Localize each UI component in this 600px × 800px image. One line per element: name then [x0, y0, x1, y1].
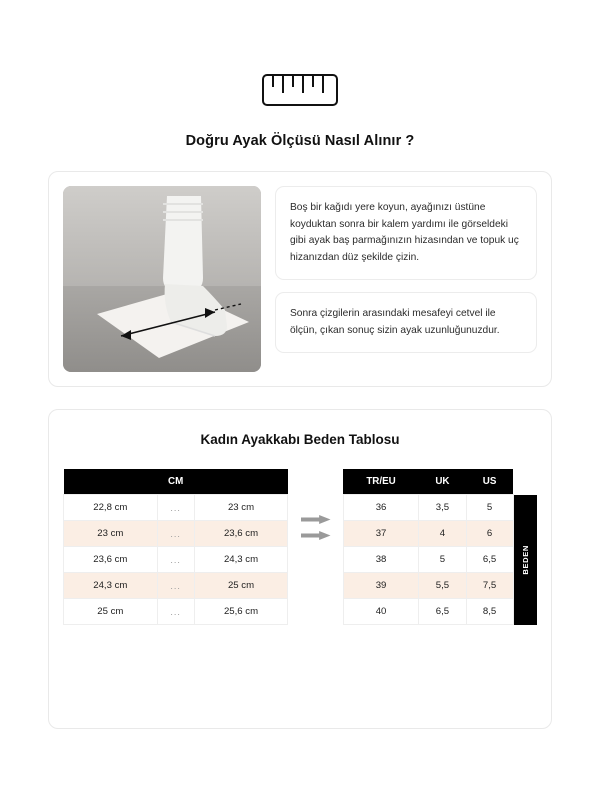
size-table-header-row: [343, 469, 513, 495]
cm-min: 23,6 cm: [64, 547, 158, 573]
cm-max: 25 cm: [194, 573, 288, 599]
foot-measure-photo: [63, 186, 261, 372]
table-row: [343, 547, 513, 573]
size-tables: [63, 469, 537, 625]
table-row: [64, 495, 288, 521]
table-row: [64, 573, 288, 599]
size-uk: 3,5: [419, 495, 466, 521]
size-us: 6,5: [466, 547, 513, 573]
size-treu: 36: [343, 495, 419, 521]
size-us: 5: [466, 495, 513, 521]
size-table-title: Kadın Ayakkabı Beden Tablosu: [200, 432, 400, 447]
cm-table-body: [64, 495, 288, 625]
cm-sep: ...: [157, 599, 194, 625]
size-conversion-table: [343, 469, 514, 625]
table-row: [64, 521, 288, 547]
size-treu: 37: [343, 521, 419, 547]
page-title: Doğru Ayak Ölçüsü Nasıl Alınır ?: [185, 133, 415, 149]
size-table-header-treu: TR/EU: [343, 469, 419, 495]
cm-sep: ...: [157, 547, 194, 573]
instruction-paragraph-1: Boş bir kağıdı yere koyun, ayağınızı üstüne koyduktan sonra bir kalem yardımı ile görseldeki gibi ayak baş parmağınızın hizasından ve topuk uç hizanızdan düz şekilde çizin.: [275, 186, 537, 280]
size-us: 7,5: [466, 573, 513, 599]
cm-table-header: CM: [64, 469, 288, 495]
beden-label-text: BEDEN: [520, 545, 530, 575]
ruler-icon: [262, 74, 338, 106]
instruction-paragraph-2: Sonra çizgilerin arasındaki mesafeyi cetvel ile ölçün, çıkan sonuç sizin ayak uzunluğunuzdur.: [275, 292, 537, 353]
cm-sep: ...: [157, 495, 194, 521]
cm-max: 23,6 cm: [194, 521, 288, 547]
cm-min: 24,3 cm: [64, 573, 158, 599]
page-header: [0, 0, 600, 149]
size-uk: 4: [419, 521, 466, 547]
size-treu: 39: [343, 573, 419, 599]
cm-sep: ...: [157, 573, 194, 599]
cm-min: 25 cm: [64, 599, 158, 625]
table-row: [343, 599, 513, 625]
cm-table: [63, 469, 288, 625]
size-uk: 5: [419, 547, 466, 573]
size-us: 6: [466, 521, 513, 547]
table-row: [343, 521, 513, 547]
table-row: [64, 599, 288, 625]
size-table-body: [343, 495, 513, 625]
table-row: [343, 495, 513, 521]
size-table-header-uk: UK: [419, 469, 466, 495]
cm-table-header-row: [64, 469, 288, 495]
size-uk: 5,5: [419, 573, 466, 599]
size-treu: 40: [343, 599, 419, 625]
arrow-right-icon: [301, 515, 331, 524]
instruction-texts: [275, 186, 537, 372]
table-row: [343, 573, 513, 599]
cm-max: 23 cm: [194, 495, 288, 521]
conversion-arrows: [288, 469, 342, 540]
arrow-right-icon: [301, 531, 331, 540]
cm-max: 25,6 cm: [194, 599, 288, 625]
cm-min: 23 cm: [64, 521, 158, 547]
size-treu: 38: [343, 547, 419, 573]
cm-min: 22,8 cm: [64, 495, 158, 521]
size-us: 8,5: [466, 599, 513, 625]
size-uk: 6,5: [419, 599, 466, 625]
cm-sep: ...: [157, 521, 194, 547]
size-table-header-us: US: [466, 469, 513, 495]
instruction-card: [48, 171, 552, 387]
beden-vertical-label: [514, 495, 537, 625]
table-row: [64, 547, 288, 573]
size-table-card: [48, 409, 552, 729]
cm-max: 24,3 cm: [194, 547, 288, 573]
